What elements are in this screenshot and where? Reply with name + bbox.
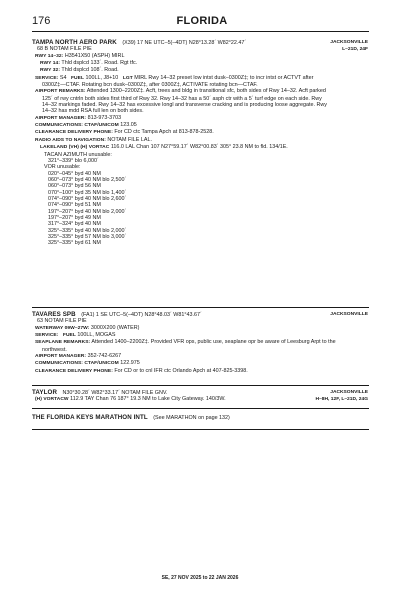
entry-tampa-north-aero-park [32, 39, 368, 247]
communications-label: COMMUNICATIONS: CTAF/UNICOM [35, 123, 119, 129]
vortac-label: LAKELAND (VH) (H) VORTAC [40, 145, 110, 151]
runway-text: H3541X50 (ASPH) MIRL [64, 52, 125, 59]
vor-restriction: 074°–090° byd 51 NM [48, 202, 101, 209]
entry-divider [32, 307, 369, 308]
communications-label: COMMUNICATIONS: CTAF/UNICOM [35, 361, 119, 367]
header-rule [32, 31, 369, 32]
vor-restriction: 325°–335° byd 57 NM blo 3,000´ [48, 233, 127, 240]
airport-id-line: (X39) 17 NE UTC–5(–4DT) N28°13.28´ W82°22.47´ [122, 40, 247, 46]
airport-remarks-line-3: 14–32 markings faded. Rwy 14–32 has excessive longl and transverse cracking and is producing loose aggregate. Rwy [42, 102, 327, 109]
entry-divider [32, 385, 369, 386]
entry-taylor [32, 389, 368, 404]
vor-unusable-label: VOR unusable: [44, 164, 81, 171]
service-label: SERVICE: [35, 75, 59, 81]
airport-manager-label: AIRPORT MANAGER: [35, 115, 87, 121]
vor-restriction: 074°–090° byd 40 NM blo 2,600´ [48, 195, 127, 202]
tacan-restriction: 321°–339° blo 6,000´ [48, 157, 99, 164]
elevation-line: 63 NOTAM FILE PIE [37, 318, 87, 325]
airport-manager-phone: 352-742-6267 [87, 353, 122, 360]
state-title: FLORIDA [176, 15, 228, 27]
vor-restriction: 197°–207° byd 40 NM blo 2,000´ [48, 208, 127, 215]
elevation-line: 68 B NOTAM FILE PIE [37, 46, 92, 53]
clearance-delivery-text: For CD or to cnl IFR ctc Orlando Apch at 407-825-3398. [114, 367, 248, 374]
radio-aids-label: RADIO AIDS TO NAVIGATION: [35, 137, 106, 143]
runway-14-text: Thld dsplcd 133´. Road. Rgt tfc. [61, 60, 138, 67]
vor-restriction: 060°–073° byd 40 NM blo 2,500´ [48, 176, 127, 183]
clearance-delivery-label: CLEARANCE DELIVERY PHONE: [35, 368, 113, 374]
seaplane-remarks-line-1: Attended 1400–2200Z‡. Provided VFR ops, public use, seaplane opr be aware of Leesburg Arpt to the [91, 339, 336, 346]
airport-manager-phone: 813-973-3703 [87, 114, 122, 121]
page-header [32, 14, 372, 28]
seaplane-remarks-label: SEAPLANE REMARKS: [35, 340, 91, 346]
airport-name: TAMPA NORTH AERO PARK [32, 39, 117, 46]
vortac-text: 112.9 TAY Chan 76 187° 19.3 NM to Lake City Gateway. 140/3W. [70, 396, 226, 403]
runway-label: RWY 14–32: [35, 53, 64, 59]
page-number: 176 [32, 15, 51, 27]
vortac-label: (H) VORTACW [35, 397, 69, 403]
waterway-label: WATERWAY 09W–27W: [35, 325, 90, 331]
entry-divider [32, 408, 369, 409]
airport-manager-label: AIRPORT MANAGER: [35, 354, 87, 360]
airport-remarks-line-1: Attended 1300–2200Z‡. Acft, trees and bldg in transitional sfc, both sides of Rwy 14–32. Acft parked [86, 88, 326, 95]
vor-restriction: 197°–207° byd 49 NM [48, 214, 101, 221]
entry-florida-keys-marathon [32, 414, 368, 421]
ctaf-frequency: 122.975 [120, 360, 140, 367]
airport-remarks-label: AIRPORT REMARKS: [35, 89, 86, 95]
region-label: JACKSONVILLE [330, 390, 368, 395]
chart-reference: L–21D, 24F [342, 47, 368, 52]
service-label: SERVICE: [35, 333, 59, 339]
airport-remarks-line-2: 125´ of rwy cntrln both sides first third of Rwy 32. Rwy 14–32 has a 50´ asph ctr with a 5´ turf edge on each side. Rwy [42, 95, 322, 102]
service-text-continued: 0300Z‡—CTAF. Rotating bcn dusk–0300Z‡, after 0300Z‡, ACTIVATE rotating bcn—CTAF. [42, 82, 258, 89]
fuel-text: 100LL, J8+10 [85, 74, 119, 81]
vor-restriction: 060°–073° byd 56 NM [48, 183, 101, 190]
fuel-text: 100LL, MOGAS [77, 332, 116, 339]
vor-restriction: 070°–100° byd 35 NM blo 1,400´ [48, 189, 127, 196]
chart-reference: H–8H, 12F, L–21D, 24G [315, 397, 368, 402]
navaid-name: TAYLOR [32, 389, 58, 396]
waterway-text: 3000X200 (WATER) [90, 324, 140, 331]
vor-restriction: 020°–045° byd 40 NM [48, 170, 101, 177]
vor-restriction: 325°–335° byd 40 NM blo 2,000´ [48, 227, 127, 234]
fuel-label: FUEL [62, 333, 76, 339]
cross-reference: (See MARATHON on page 132) [153, 415, 230, 421]
runway-14-label: RWY 14: [40, 61, 61, 67]
entry-tavares-spb [32, 311, 368, 375]
service-prefix: S4 [59, 74, 67, 81]
seaplane-remarks-line-2: northwest. [42, 346, 67, 353]
airport-remarks-line-4: 14–32 has mdd RSA full len on both sides. [42, 108, 144, 115]
fuel-label: FUEL [71, 75, 84, 81]
vor-restriction: 317°–324° byd 40 NM [48, 221, 101, 228]
airport-name: THE FLORIDA KEYS MARATHON INTL [32, 414, 148, 421]
region-label: JACKSONVILLE [330, 40, 368, 45]
page-footer: SE, 27 NOV 2025 to 22 JAN 2026 [161, 575, 239, 581]
vortac-text: 116.0 LAL Chan 107 N27°59.17´ W82°00.83´ 305° 23.8 NM to fld. 134/1E. [110, 144, 288, 151]
entry-divider [32, 429, 369, 430]
radio-aids-text: NOTAM FILE LAL. [107, 136, 152, 143]
vor-restriction: 325°–335° byd 61 NM [48, 240, 101, 247]
clearance-delivery-text: For CD ctc Tampa Apch at 813-878-2528. [114, 129, 214, 136]
region-label: JACKSONVILLE [330, 312, 368, 317]
vor-unusable-list [48, 171, 368, 247]
airport-name: TAVARES SPB [32, 311, 76, 318]
clearance-delivery-label: CLEARANCE DELIVERY PHONE: [35, 130, 113, 136]
ctaf-frequency: 123.05 [120, 122, 137, 129]
service-text: MIRL Rwy 14–32 preset low intst dusk–0300Z‡; to incr intst or ACTVT after [134, 74, 314, 81]
lighting-label: LGT [122, 75, 133, 81]
navaid-id-line: N30°30.28´ W82°33.17´ NOTAM FILE GNV. [62, 390, 168, 396]
airport-id-line: (FA1) 1 SE UTC–5(–4DT) N28°48.03´ W81°43.67´ [81, 312, 202, 318]
runway-32-text: Thld dsplcd 108´. Road. [61, 67, 119, 74]
tacan-label: TACAN AZIMUTH unusable: [44, 151, 112, 158]
runway-32-label: RWY 32: [40, 68, 61, 74]
